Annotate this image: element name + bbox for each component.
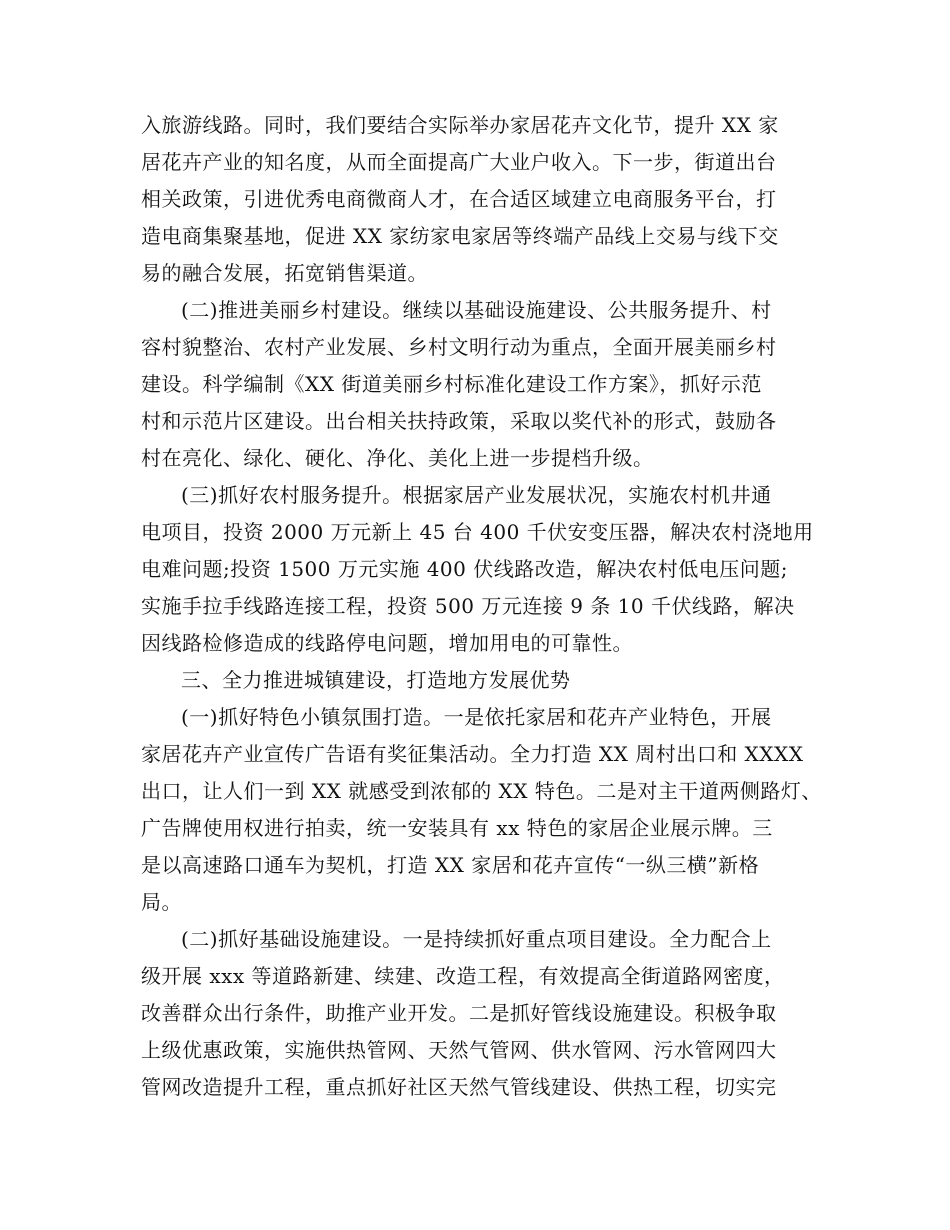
text-line: 村和示范片区建设。出台相关扶持政策，采取以奖代补的形式，鼓励各 <box>141 409 777 433</box>
text-line: 实施手拉手线路连接工程，投资 500 万元连接 9 条 10 千伏线路，解决 <box>141 594 795 618</box>
text-line: (二)推进美丽乡村建设。继续以基础设施建设、公共服务提升、村 <box>181 298 772 322</box>
text-line: (二)抓好基础设施建设。一是持续抓好重点项目建设。全力配合上 <box>181 927 772 951</box>
text-line: 级开展 xxx 等道路新建、续建、改造工程，有效提高全街道路网密度， <box>141 964 785 988</box>
text-line: 家居花卉产业宣传广告语有奖征集活动。全力打造 XX 周村出口和 XXXX <box>141 742 804 766</box>
section-heading: 三、全力推进城镇建设，打造地方发展优势 <box>181 668 571 692</box>
text-line: 造电商集聚基地，促进 XX 家纺家电家居等终端产品线上交易与线下交 <box>141 224 779 248</box>
text-line: 改善群众出行条件，助推产业开发。二是抓好管线设施建设。积极争取 <box>141 1001 777 1025</box>
text-line: 易的融合发展，拓宽销售渠道。 <box>141 261 428 285</box>
text-line: 局。 <box>141 890 182 914</box>
text-line: 是以高速路口通车为契机，打造 XX 家居和花卉宣传“一纵三横”新格 <box>141 853 760 877</box>
text-line: 电项目，投资 2000 万元新上 45 台 400 千伏安变压器，解决农村浇地用 <box>141 520 814 544</box>
text-line: 村在亮化、绿化、硬化、净化、美化上进一步提档升级。 <box>141 446 654 470</box>
text-line: 管网改造提升工程，重点抓好社区天然气管线建设、供热工程，切实完 <box>141 1075 777 1099</box>
text-line: 出口，让人们一到 XX 就感受到浓郁的 XX 特色。二是对主干道两侧路灯、 <box>141 779 822 803</box>
text-line: (一)抓好特色小镇氛围打造。一是依托家居和花卉产业特色，开展 <box>181 705 772 729</box>
text-line: 因线路检修造成的线路停电问题，增加用电的可靠性。 <box>141 631 633 655</box>
text-line: 容村貌整治、农村产业发展、乡村文明行动为重点，全面开展美丽乡村 <box>141 335 777 359</box>
text-line: (三)抓好农村服务提升。根据家居产业发展状况，实施农村机井通 <box>181 483 772 507</box>
text-line: 广告牌使用权进行拍卖，统一安装具有 xx 特色的家居企业展示牌。三 <box>141 816 773 840</box>
text-line: 上级优惠政策，实施供热管网、天然气管网、供水管网、污水管网四大 <box>141 1038 777 1062</box>
text-line: 电难问题;投资 1500 万元实施 400 伏线路改造，解决农村低电压问题; <box>141 557 788 581</box>
text-line: 建设。科学编制《XX 街道美丽乡村标准化建设工作方案》，抓好示范 <box>141 372 762 396</box>
text-line: 相关政策，引进优秀电商微商人才，在合适区域建立电商服务平台，打 <box>141 187 777 211</box>
text-line: 入旅游线路。同时，我们要结合实际举办家居花卉文化节，提升 XX 家 <box>141 113 779 137</box>
text-line: 居花卉产业的知名度，从而全面提高广大业户收入。下一步，街道出台 <box>141 150 777 174</box>
